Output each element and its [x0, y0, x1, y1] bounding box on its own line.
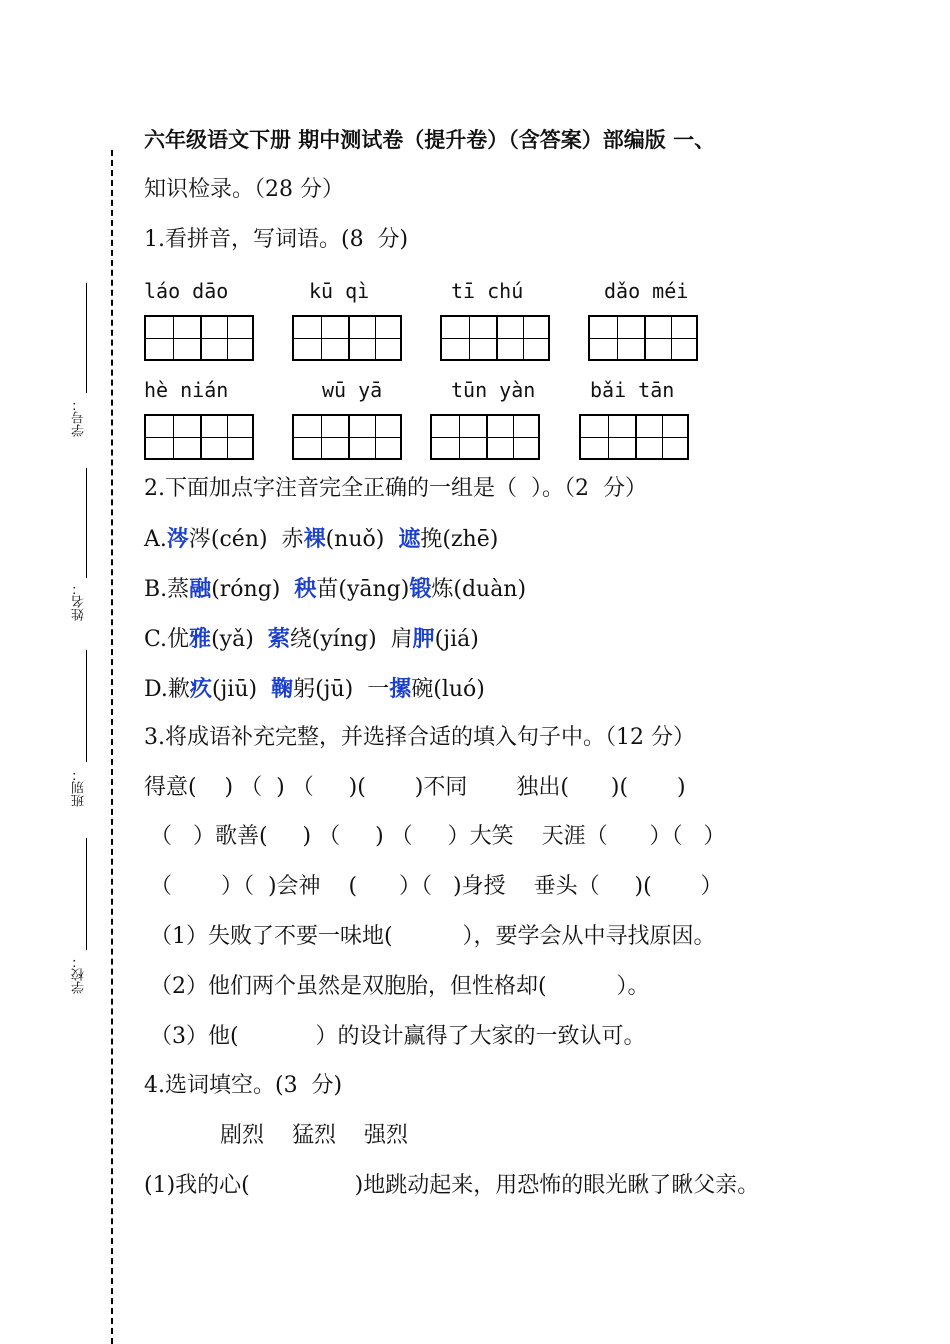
text-seg: 绕(yíng) 肩 — [289, 627, 413, 652]
pinyin-4: dǎo méi — [604, 279, 689, 303]
dotted-char: 萦 — [267, 626, 290, 652]
writing-grid-1[interactable] — [144, 315, 254, 361]
q2-option-d[interactable] — [144, 675, 485, 704]
title-line-1: 六年级语文下册 期中测试卷（提升卷）（含答案）部编版 一、 — [144, 128, 716, 152]
text-seg: C.优 — [144, 627, 190, 652]
q3-sentence-1: （1）失败了不要一味地( ），要学会从中寻找原因。 — [150, 924, 716, 949]
dotted-char: 遮 — [398, 526, 421, 552]
text-seg: 躬(jū) 一 — [293, 677, 390, 702]
dotted-char: 秧 — [294, 576, 317, 602]
text-seg: (jiū) — [211, 677, 272, 702]
writing-grid-4[interactable] — [588, 315, 698, 361]
text-seg: A. — [144, 527, 167, 552]
xuehao-label: 学号： — [72, 398, 87, 437]
text-seg: (yǎ) — [211, 627, 268, 652]
text-seg: 苗(yāng) — [316, 577, 410, 602]
text-seg: D.歉 — [144, 677, 190, 702]
pinyin-6: wū yā — [322, 378, 383, 402]
q3-stem: 3.将成语补充完整，并选择合适的填入句子中。（12 分） — [144, 725, 695, 750]
writing-grid-2[interactable] — [292, 315, 402, 361]
text-seg: 挽(zhē) — [420, 527, 499, 552]
xuehao-underline — [86, 283, 87, 393]
pinyin-7: tūn yàn — [451, 378, 536, 402]
pinyin-3: tī chú — [451, 279, 524, 303]
dotted-char: 摞 — [389, 676, 412, 702]
q2-option-a[interactable] — [144, 525, 498, 554]
banbie-underline — [86, 650, 87, 762]
q2-option-b[interactable] — [144, 575, 526, 604]
writing-grid-8[interactable] — [579, 414, 689, 460]
writing-grid-3[interactable] — [440, 315, 550, 361]
dotted-char: 雅 — [189, 626, 212, 652]
xingming-label: 姓名： — [72, 582, 87, 621]
binding-dashed-line — [111, 150, 113, 1344]
q3-idioms-line-3: （ ）（ )会神 ( ）（ )身授 垂头（ )( ） — [150, 874, 723, 899]
xingming-underline — [86, 468, 87, 578]
text-seg: (róng) — [211, 577, 295, 602]
pinyin-5: hè nián — [144, 378, 229, 402]
q4-word-choices: 剧烈 猛烈 强烈 — [220, 1123, 408, 1148]
text-seg: B.蒸 — [144, 577, 190, 602]
dotted-char: 胛 — [412, 626, 435, 652]
banbie-label: 班别： — [72, 768, 87, 807]
dotted-char: 融 — [189, 576, 212, 602]
writing-grid-6[interactable] — [292, 414, 402, 460]
xuexiao-underline — [86, 838, 87, 950]
pinyin-8: bǎi tān — [590, 378, 675, 402]
q4-sentence-1: (1)我的心( )地跳动起来，用恐怖的眼光瞅了瞅父亲。 — [144, 1173, 760, 1198]
q1-stem: 1.看拼音，写词语。(8 分) — [144, 227, 409, 252]
q3-sentence-2: （2）他们两个虽然是双胞胎，但性格却( ）。 — [150, 974, 650, 999]
writing-grid-5[interactable] — [144, 414, 254, 460]
q3-idioms-line-1: 得意( ) （ ) （ )( )不同 独出( )( ) — [144, 775, 686, 800]
text-seg: (jiá) — [434, 627, 479, 652]
pinyin-2: kū qì — [309, 279, 370, 303]
dotted-char: 鞠 — [271, 676, 294, 702]
dotted-char: 裸 — [303, 526, 326, 552]
writing-grid-7[interactable] — [430, 414, 540, 460]
q3-idioms-line-2: （ ）歌善( ) （ ) （ ）大笑 天涯（ ）（ ） — [150, 824, 726, 849]
text-seg: 碗(luó) — [411, 677, 485, 702]
text-seg: (nuǒ) — [325, 527, 399, 552]
q4-stem: 4.选词填空。(3 分) — [144, 1073, 343, 1098]
dotted-char: 涔 — [166, 526, 189, 552]
xuexiao-label: 学校： — [72, 955, 87, 994]
q3-sentence-3: （3）他( ）的设计赢得了大家的一致认可。 — [150, 1024, 646, 1049]
text-seg: 炼(duàn) — [431, 577, 527, 602]
dotted-char: 疚 — [189, 676, 212, 702]
pinyin-1: láo dāo — [144, 279, 229, 303]
text-seg: 涔(cén) 赤 — [188, 527, 304, 552]
title-line-2: 知识检录。（28 分） — [144, 177, 344, 202]
q2-option-c[interactable] — [144, 625, 479, 654]
q2-stem: 2.下面加点字注音完全正确的一组是（ ）。（2 分） — [144, 476, 647, 501]
dotted-char: 锻 — [409, 576, 432, 602]
